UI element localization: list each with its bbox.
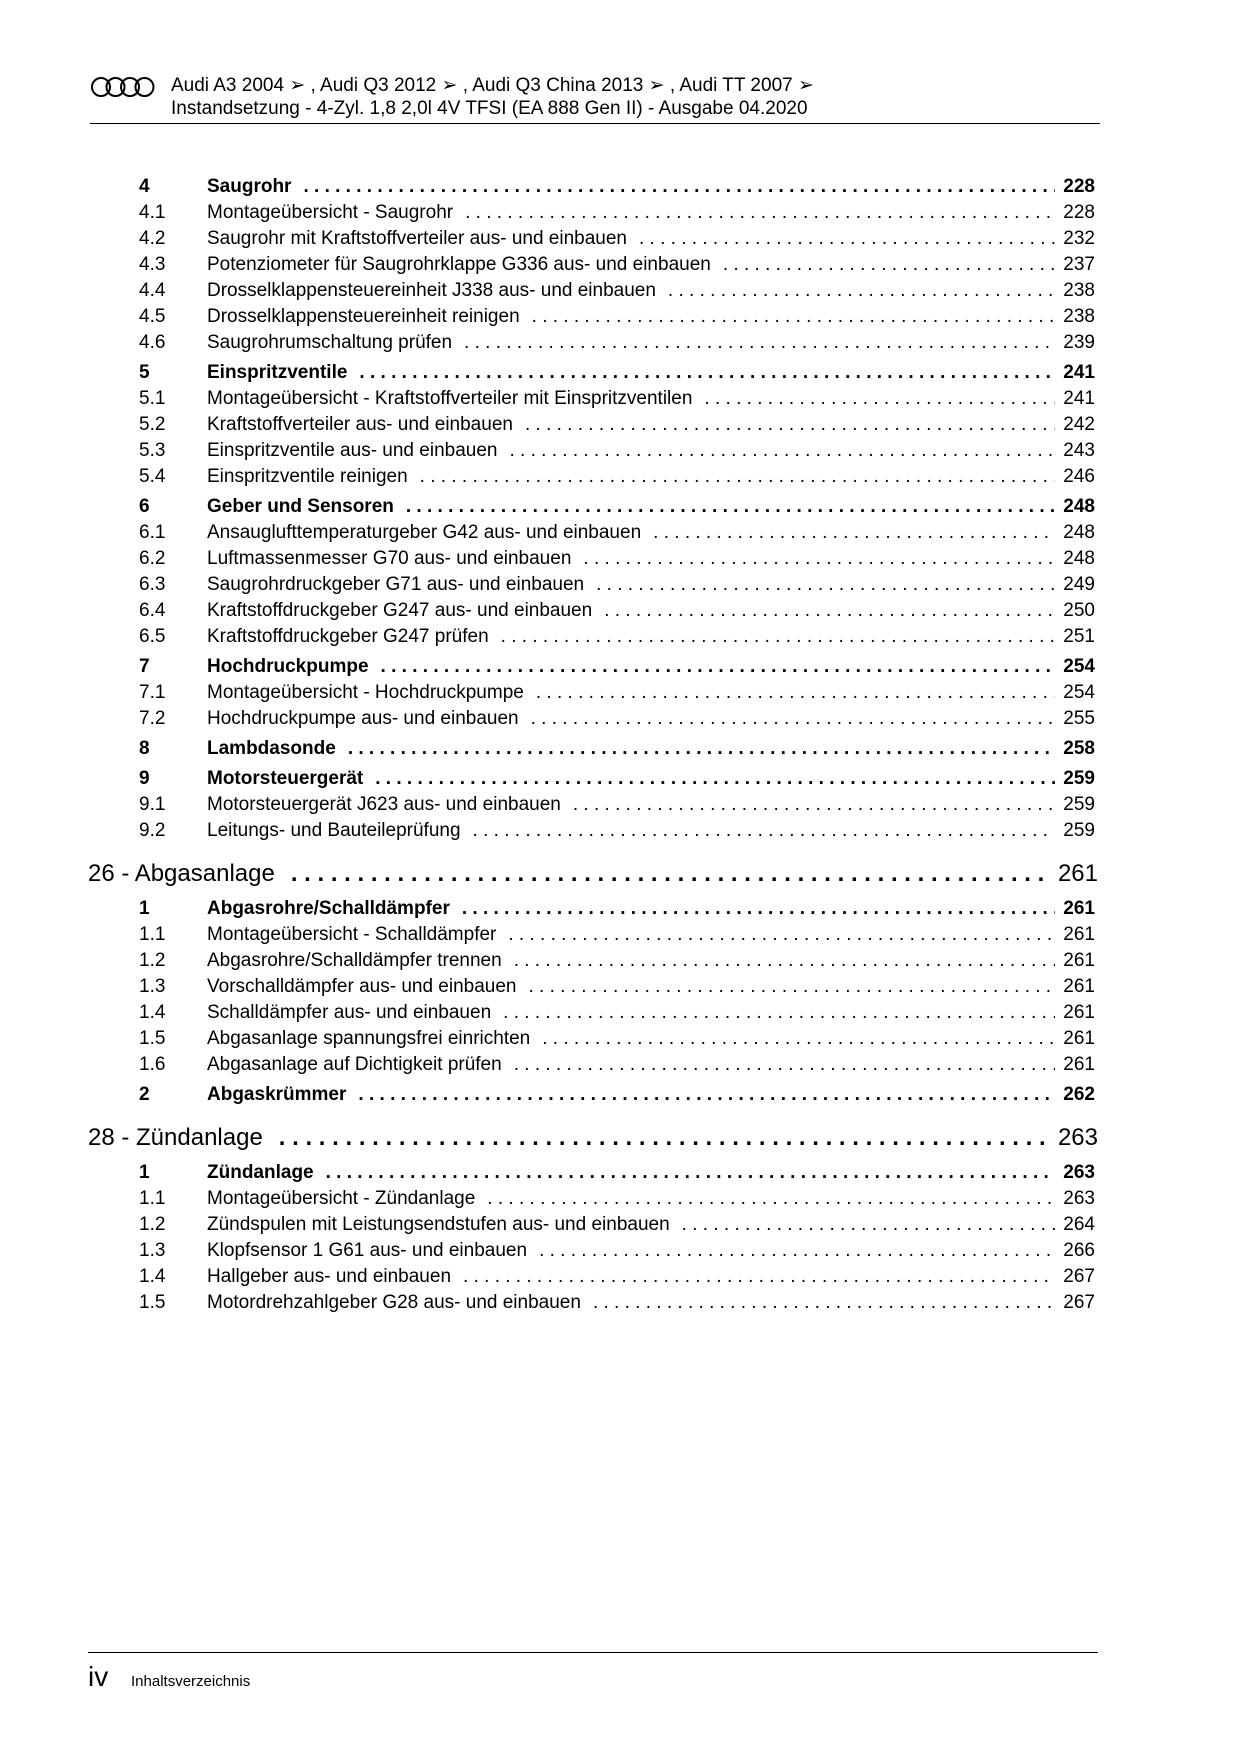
toc-leader-dots — [539, 1240, 1055, 1262]
toc-leader-dots — [359, 362, 1055, 384]
toc-number: 1.4 — [139, 1002, 166, 1023]
toc-subsection[interactable] — [139, 522, 1095, 544]
toc-title: Kraftstoffverteiler aus- und einbauen — [207, 414, 513, 435]
toc-number: 2 — [139, 1084, 150, 1105]
toc-subsection[interactable] — [139, 820, 1095, 842]
toc-leader-dots — [326, 1162, 1056, 1184]
toc-leader-dots — [536, 682, 1055, 704]
toc-section[interactable] — [139, 1084, 1095, 1106]
toc-subsection[interactable] — [139, 600, 1095, 622]
toc-page-number: 259 — [1063, 768, 1095, 789]
toc-number: 9.1 — [139, 794, 166, 815]
toc-title: Einspritzventile reinigen — [207, 466, 408, 487]
toc-leader-dots — [514, 1054, 1056, 1076]
toc-page-number: 261 — [1057, 860, 1098, 887]
toc-page-number: 248 — [1063, 522, 1095, 543]
toc-title: 26 - Abgasanlage — [88, 860, 275, 887]
toc-number: 5.3 — [139, 440, 166, 461]
toc-number: 7.2 — [139, 708, 166, 729]
toc-page-number: 261 — [1063, 976, 1095, 997]
toc-leader-dots — [525, 414, 1055, 436]
toc-number: 4.3 — [139, 254, 166, 275]
toc-section[interactable] — [139, 1162, 1095, 1184]
toc-leader-dots — [487, 1188, 1055, 1210]
toc-subsection[interactable] — [139, 466, 1095, 488]
toc-section[interactable] — [139, 656, 1095, 678]
toc-page-number: 228 — [1063, 176, 1095, 197]
toc-title: Montageübersicht - Hochdruckpumpe — [207, 682, 524, 703]
toc-title: Klopfsensor 1 G61 aus- und einbauen — [207, 1240, 528, 1261]
toc-page-number: 238 — [1063, 280, 1095, 301]
toc-leader-dots — [639, 228, 1055, 250]
toc-section[interactable] — [139, 768, 1095, 790]
toc-subsection[interactable] — [139, 202, 1095, 224]
toc-title: Luftmassenmesser G70 aus- und einbauen — [207, 548, 572, 569]
toc-title: Montageübersicht - Zündanlage — [207, 1188, 476, 1209]
toc-subsection[interactable] — [139, 708, 1095, 730]
toc-subsection[interactable] — [139, 1240, 1095, 1262]
toc-title: Saugrohrdruckgeber G71 aus- und einbauen — [207, 574, 585, 595]
toc-page-number: 239 — [1063, 332, 1095, 353]
toc-page-number: 250 — [1063, 600, 1095, 621]
toc-page-number: 228 — [1063, 202, 1095, 223]
toc-title: Kraftstoffdruckgeber G247 aus- und einbauen — [207, 600, 593, 621]
toc-title: Montageübersicht - Kraftstoffverteiler mit Einspritzventilen — [207, 388, 693, 409]
toc-page-number: 266 — [1063, 1240, 1095, 1261]
toc-title: Drosselklappensteuereinheit J338 aus- und einbauen — [207, 280, 656, 301]
toc-leader-dots — [473, 820, 1056, 842]
toc-title: Einspritzventile — [207, 362, 348, 383]
toc-title: Abgasrohre/Schalldämpfer — [207, 898, 450, 919]
toc-title: Hochdruckpumpe — [207, 656, 369, 677]
toc-leader-dots — [464, 332, 1055, 354]
toc-subsection[interactable] — [139, 626, 1095, 648]
toc-title: Motorsteuergerät — [207, 768, 364, 789]
toc-leader-dots — [465, 202, 1055, 224]
toc-leader-dots — [463, 1266, 1055, 1288]
toc-leader-dots — [604, 600, 1055, 622]
toc-subsection[interactable] — [139, 280, 1095, 302]
toc-page-number: 258 — [1063, 738, 1095, 759]
toc-number: 4.5 — [139, 306, 166, 327]
toc-page-number: 264 — [1063, 1214, 1095, 1235]
toc-leader-dots — [348, 738, 1055, 760]
toc-number: 6.3 — [139, 574, 166, 595]
toc-chapter[interactable] — [88, 1124, 1098, 1152]
header-manual-title: Instandsetzung - 4-Zyl. 1,8 2,0l 4V TFSI (EA 888 Gen II) - Ausgabe 04.2020 — [171, 98, 808, 119]
toc-number: 1.5 — [139, 1292, 166, 1313]
toc-number: 7 — [139, 656, 150, 677]
toc-leader-dots — [531, 708, 1056, 730]
toc-title: Hochdruckpumpe aus- und einbauen — [207, 708, 519, 729]
toc-page-number: 261 — [1063, 1002, 1095, 1023]
toc-page-number: 263 — [1063, 1188, 1095, 1209]
header-divider — [90, 123, 1100, 124]
toc-leader-dots — [532, 306, 1056, 328]
toc-leader-dots — [653, 522, 1055, 544]
toc-subsection[interactable] — [139, 332, 1095, 354]
toc-subsection[interactable] — [139, 1028, 1095, 1050]
toc-title: Ansauglufttemperaturgeber G42 aus- und einbauen — [207, 522, 642, 543]
toc-leader-dots — [503, 1002, 1055, 1024]
toc-number: 1.2 — [139, 1214, 166, 1235]
toc-title: 28 - Zündanlage — [88, 1124, 263, 1151]
toc-number: 9 — [139, 768, 150, 789]
toc-leader-dots — [508, 924, 1055, 946]
toc-subsection[interactable] — [139, 548, 1095, 570]
toc-subsection[interactable] — [139, 1188, 1095, 1210]
toc-number: 1.3 — [139, 976, 166, 997]
toc-subsection[interactable] — [139, 950, 1095, 972]
toc-leader-dots — [682, 1214, 1056, 1236]
toc-leader-dots — [291, 860, 1050, 888]
toc-leader-dots — [593, 1292, 1055, 1314]
toc-leader-dots — [303, 176, 1055, 198]
toc-title: Abgasanlage spannungsfrei einrichten — [207, 1028, 531, 1049]
toc-page-number: 261 — [1063, 898, 1095, 919]
toc-page-number: 241 — [1063, 388, 1095, 409]
toc-page-number: 246 — [1063, 466, 1095, 487]
toc-subsection[interactable] — [139, 794, 1095, 816]
toc-title: Saugrohr mit Kraftstoffverteiler aus- und einbauen — [207, 228, 627, 249]
toc-page-number: 237 — [1063, 254, 1095, 275]
toc-page-number: 267 — [1063, 1266, 1095, 1287]
toc-subsection[interactable] — [139, 924, 1095, 946]
toc-leader-dots — [279, 1124, 1050, 1152]
footer-page-number: iv — [88, 1661, 109, 1692]
toc-subsection[interactable] — [139, 1266, 1095, 1288]
toc-title: Montageübersicht - Schalldämpfer — [207, 924, 497, 945]
toc-subsection[interactable] — [139, 682, 1095, 704]
toc-leader-dots — [462, 898, 1055, 920]
toc-subsection[interactable] — [139, 440, 1095, 462]
toc-page-number: 263 — [1057, 1124, 1098, 1151]
toc-number: 1.5 — [139, 1028, 166, 1049]
toc-number: 6.1 — [139, 522, 166, 543]
toc-number: 4 — [139, 176, 150, 197]
toc-page-number: 248 — [1063, 548, 1095, 569]
toc-page-number: 263 — [1063, 1162, 1095, 1183]
toc-title: Vorschalldämpfer aus- und einbauen — [207, 976, 517, 997]
toc-subsection[interactable] — [139, 414, 1095, 436]
toc-number: 9.2 — [139, 820, 166, 841]
toc-number: 4.1 — [139, 202, 166, 223]
toc-number: 1.1 — [139, 1188, 166, 1209]
audi-rings-icon — [90, 75, 156, 99]
toc-page-number: 241 — [1063, 362, 1095, 383]
toc-leader-dots — [528, 976, 1055, 998]
toc-title: Motordrehzahlgeber G28 aus- und einbauen — [207, 1292, 581, 1313]
toc-title: Lambdasonde — [207, 738, 336, 759]
toc-number: 6.2 — [139, 548, 166, 569]
footer-label: Inhaltsverzeichnis — [131, 1673, 251, 1690]
toc-number: 1 — [139, 898, 150, 919]
toc-title: Einspritzventile aus- und einbauen — [207, 440, 498, 461]
toc-leader-dots — [723, 254, 1055, 276]
toc-page-number: 254 — [1063, 656, 1095, 677]
toc-title: Kraftstoffdruckgeber G247 prüfen — [207, 626, 489, 647]
toc-leader-dots — [542, 1028, 1055, 1050]
toc-page-number: 262 — [1063, 1084, 1095, 1105]
toc-subsection[interactable] — [139, 388, 1095, 410]
toc-leader-dots — [501, 626, 1056, 648]
toc-title: Schalldämpfer aus- und einbauen — [207, 1002, 492, 1023]
toc-number: 6.5 — [139, 626, 166, 647]
toc-leader-dots — [704, 388, 1055, 410]
toc-number: 5 — [139, 362, 150, 383]
toc-number: 4.4 — [139, 280, 166, 301]
toc-title: Zündspulen mit Leistungsendstufen aus- und einbauen — [207, 1214, 670, 1235]
toc-leader-dots — [381, 656, 1056, 678]
toc-number: 1 — [139, 1162, 150, 1183]
toc-leader-dots — [406, 496, 1055, 518]
toc-section[interactable] — [139, 496, 1095, 518]
toc-number: 4.6 — [139, 332, 166, 353]
toc-page-number: 242 — [1063, 414, 1095, 435]
toc-number: 1.6 — [139, 1054, 166, 1075]
toc-page-number: 251 — [1063, 626, 1095, 647]
toc-section[interactable] — [139, 738, 1095, 760]
toc-subsection[interactable] — [139, 228, 1095, 250]
toc-number: 7.1 — [139, 682, 166, 703]
toc-title: Abgaskrümmer — [207, 1084, 347, 1105]
toc-subsection[interactable] — [139, 1054, 1095, 1076]
toc-section[interactable] — [139, 176, 1095, 198]
toc-title: Zündanlage — [207, 1162, 314, 1183]
toc-leader-dots — [375, 768, 1055, 790]
toc-subsection[interactable] — [139, 1214, 1095, 1236]
toc-number: 1.1 — [139, 924, 166, 945]
toc-title: Hallgeber aus- und einbauen — [207, 1266, 452, 1287]
toc-number: 5.4 — [139, 466, 166, 487]
toc-title: Saugrohrumschaltung prüfen — [207, 332, 453, 353]
toc-leader-dots — [358, 1084, 1055, 1106]
footer-divider — [88, 1652, 1098, 1653]
toc-number: 5.1 — [139, 388, 166, 409]
toc-subsection[interactable] — [139, 306, 1095, 328]
toc-number: 8 — [139, 738, 150, 759]
toc-section[interactable] — [139, 362, 1095, 384]
toc-page-number: 254 — [1063, 682, 1095, 703]
toc-page-number: 261 — [1063, 1054, 1095, 1075]
toc-title: Abgasrohre/Schalldämpfer trennen — [207, 950, 502, 971]
toc-number: 5.2 — [139, 414, 166, 435]
toc-chapter[interactable] — [88, 860, 1098, 888]
toc-number: 1.3 — [139, 1240, 166, 1261]
toc-subsection[interactable] — [139, 976, 1095, 998]
toc-page-number: 255 — [1063, 708, 1095, 729]
toc-leader-dots — [596, 574, 1055, 596]
toc-title: Abgasanlage auf Dichtigkeit prüfen — [207, 1054, 502, 1075]
toc-subsection[interactable] — [139, 1002, 1095, 1024]
toc-title: Leitungs- und Bauteileprüfung — [207, 820, 461, 841]
toc-page-number: 261 — [1063, 1028, 1095, 1049]
toc-title: Potenziometer für Saugrohrklappe G336 aus- und einbauen — [207, 254, 711, 275]
toc-page-number: 249 — [1063, 574, 1095, 595]
toc-title: Montageübersicht - Saugrohr — [207, 202, 454, 223]
toc-page-number: 261 — [1063, 950, 1095, 971]
toc-subsection[interactable] — [139, 574, 1095, 596]
toc-page-number: 259 — [1063, 794, 1095, 815]
toc-title: Saugrohr — [207, 176, 292, 197]
toc-page-number: 261 — [1063, 924, 1095, 945]
toc-title: Motorsteuergerät J623 aus- und einbauen — [207, 794, 561, 815]
toc-number: 1.4 — [139, 1266, 166, 1287]
toc-page-number: 243 — [1063, 440, 1095, 461]
toc-leader-dots — [420, 466, 1056, 488]
toc-page-number: 267 — [1063, 1292, 1095, 1313]
header-vehicle-line: Audi A3 2004 ➢ , Audi Q3 2012 ➢ , Audi Q3 China 2013 ➢ , Audi TT 2007 ➢ — [171, 75, 814, 96]
toc-page-number: 259 — [1063, 820, 1095, 841]
toc-subsection[interactable] — [139, 254, 1095, 276]
toc-leader-dots — [509, 440, 1055, 462]
toc-page-number: 248 — [1063, 496, 1095, 517]
toc-number: 6 — [139, 496, 150, 517]
toc-leader-dots — [514, 950, 1056, 972]
toc-page-number: 232 — [1063, 228, 1095, 249]
toc-section[interactable] — [139, 898, 1095, 920]
toc-subsection[interactable] — [139, 1292, 1095, 1314]
toc-number: 1.2 — [139, 950, 166, 971]
toc-leader-dots — [573, 794, 1055, 816]
toc-title: Drosselklappensteuereinheit reinigen — [207, 306, 520, 327]
toc-number: 4.2 — [139, 228, 166, 249]
toc-number: 6.4 — [139, 600, 166, 621]
toc-leader-dots — [668, 280, 1055, 302]
toc-title: Geber und Sensoren — [207, 496, 394, 517]
toc-page-number: 238 — [1063, 306, 1095, 327]
toc-leader-dots — [583, 548, 1055, 570]
